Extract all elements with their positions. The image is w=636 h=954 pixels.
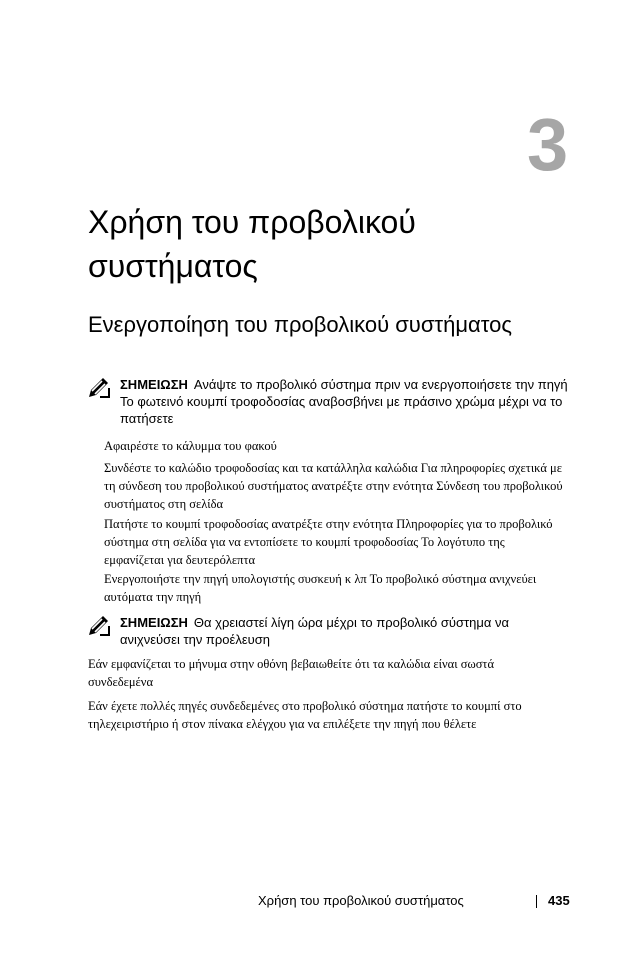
chapter-title: Χρήση του προβολικού συστήματος (88, 204, 416, 284)
note-text (120, 376, 572, 427)
note-pencil-icon (88, 376, 110, 398)
footer-title: Χρήση του προβολικού συστήματος (258, 893, 464, 908)
section-title: Ενεργοποίηση του προβολικού συστήματος (88, 312, 512, 337)
step-item: Ενεργοποιήστε την πηγή υπολογιστής συσκευή κ λπ Το προβολικό σύστημα ανιχνεύει αυτόματα την πηγή (104, 572, 537, 604)
footer-divider (536, 895, 537, 908)
note-label: ΣΗΜΕΙΩΣΗ (120, 615, 188, 630)
page-number: 435 (548, 893, 570, 908)
note-label: ΣΗΜΕΙΩΣΗ (120, 377, 188, 392)
note-block (88, 376, 572, 427)
step-item: Πατήστε το κουμπί τροφοδοσίας ανατρέξτε στην ενότητα Πληροφορίες για το προβολικό σύστημα στη σελίδα για να εντοπίσετε το κουμπί τροφοδοσίας Το λογότυπο της εμφανίζεται για δευτερόλεπτα (104, 517, 553, 567)
note-text (120, 614, 572, 648)
step-item: Αφαιρέστε το κάλυμμα του φακού (104, 439, 277, 453)
step-item: Συνδέστε το καλώδιο τροφοδοσίας και τα κατάλληλα καλώδια Για πληροφορίες σχετικά με τη σύνδεση του προβολικού συστήματος ανατρέξτε στην ενότητα Σύνδεση του προβολικού συστήματος στη σελίδα (104, 461, 563, 511)
note-body: Θα χρειαστεί λίγη ώρα μέχρι το προβολικό σύστημα να ανιχνεύσει την προέλευση (120, 615, 510, 647)
body-paragraph: Εάν εμφανίζεται το μήνυμα στην οθόνη βεβαιωθείτε ότι τα καλώδια είναι σωστά συνδεδεμένα (88, 657, 494, 689)
body-paragraph: Εάν έχετε πολλές πηγές συνδεδεμένες στο προβολικό σύστημα πατήστε το κουμπί στο τηλεχειριστήριο ή στον πίνακα ελέγχου για να επιλέξετε την πηγή που θέλετε (88, 699, 522, 731)
note-pencil-icon (88, 614, 110, 636)
note-block (88, 614, 572, 648)
chapter-number: 3 (527, 103, 569, 186)
note-body: Ανάψτε το προβολικό σύστημα πριν να ενεργοποιήσετε την πηγή Το φωτεινό κουμπί τροφοδοσίας αναβοσβήνει με πράσινο χρώμα μέχρι να το πατήσετε (120, 377, 568, 426)
